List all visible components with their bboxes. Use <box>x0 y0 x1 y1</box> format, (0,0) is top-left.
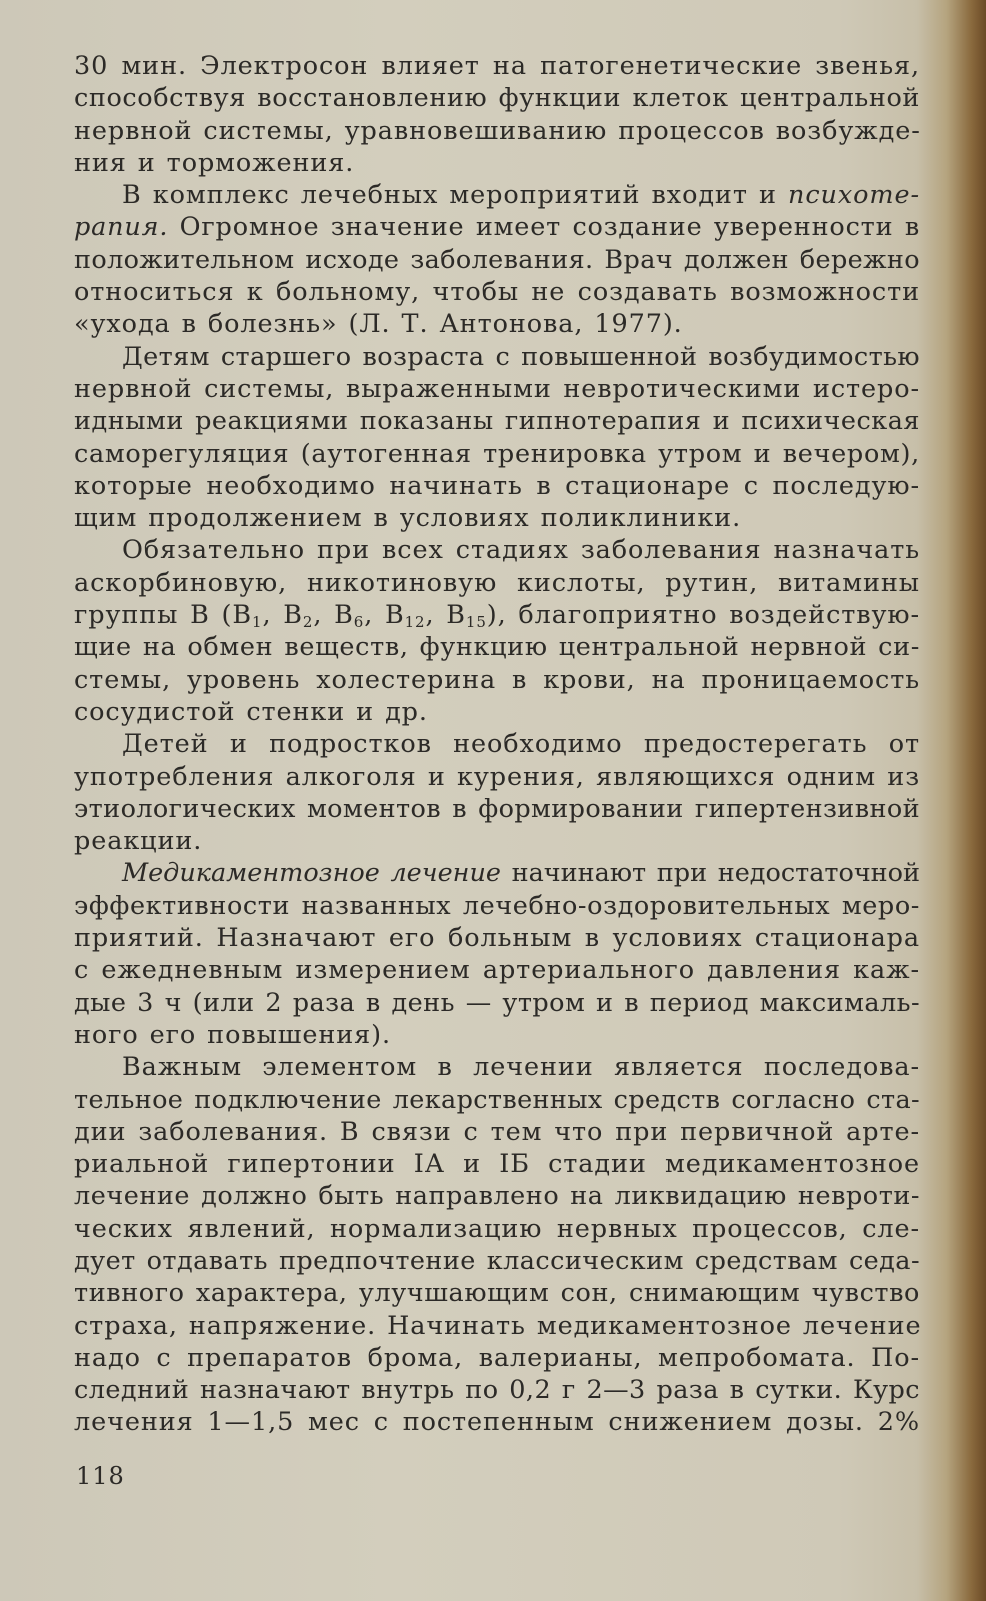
text-line: которые необходимо начинать в стационаре с последую- <box>74 470 920 501</box>
text-line: Обязательно при всех стадиях заболевания назначать <box>122 535 920 566</box>
text-line: относиться к больному, чтобы не создавать возможности <box>74 277 920 308</box>
text-line: ния и торможения. <box>74 147 355 178</box>
text-line: сосудистой стенки и др. <box>74 696 428 727</box>
text-line: В комплекс лечебных мероприятий входит и психоте- <box>122 180 920 211</box>
text-line: аскорбиновую, никотиновую кислоты, рутин, витамины <box>74 567 920 598</box>
text-line: щим продолжением в условиях поликлиники. <box>74 503 742 534</box>
text-line: надо с препаратов брома, валерианы, мепробомата. По- <box>74 1342 920 1373</box>
text-line: ческих явлений, нормализацию нервных процессов, сле- <box>74 1213 920 1244</box>
text-line: Детей и подростков необходимо предостерегать от <box>122 729 920 760</box>
text-line: Медикаментозное лечение начинают при недостаточной <box>122 858 920 889</box>
text-line: дует отдавать предпочтение классическим средствам седа- <box>74 1245 920 1276</box>
text-line: 30 мин. Электросон влияет на патогенетические звенья, <box>74 51 920 81</box>
text-line: лечения 1—1,5 мес с постепенным снижением дозы. 2% <box>74 1407 920 1438</box>
text-line: дые 3 ч (или 2 раза в день — утром и в период максималь- <box>74 987 920 1018</box>
text-line: ного его повышения). <box>74 1019 392 1050</box>
text-line: тивного характера, улучшающим сон, снимающим чувство <box>74 1278 920 1309</box>
text-line: употребления алкоголя и курения, являющихся одним из <box>74 761 920 792</box>
text-line: лечение должно быть направлено на ликвидацию невроти- <box>74 1181 920 1212</box>
body-text <box>74 50 920 1439</box>
text-line: риальной гипертонии IА и IБ стадии медикаментозное <box>74 1149 920 1180</box>
text-line: эффективности названных лечебно-оздоровительных меро- <box>74 890 920 921</box>
text-line: щие на обмен веществ, функцию центральной нервной си- <box>74 632 920 663</box>
text-line: группы В ($В_1$, $В_2$, $В_6$, $В_{12}$, $В_{15}$), благоприятно воздействую- <box>74 600 921 632</box>
text-line: Детям старшего возраста с повышенной возбудимостью <box>122 341 920 372</box>
text-line: стемы, уровень холестерина в крови, на проницаемость <box>74 664 920 695</box>
text-line: приятий. Назначают его больным в условиях стационара <box>74 923 920 954</box>
text-line: реакции. <box>74 826 203 857</box>
page-number: 118 <box>76 1462 125 1490</box>
text-line: рапия. Огромное значение имеет создание уверенности в <box>74 212 920 243</box>
text-line: нервной системы, уравновешиванию процессов возбужде- <box>74 115 921 146</box>
text-line: тельное подключение лекарственных средств согласно ста- <box>74 1084 920 1115</box>
text-line: нервной системы, выраженными невротическими истеро- <box>74 373 920 404</box>
text-line: Важным элементом в лечении является последова- <box>122 1052 920 1083</box>
text-line: саморегуляция (аутогенная тренировка утром и вечером), <box>74 438 920 469</box>
text-line: следний назначают внутрь по 0,2 г 2—3 раза в сутки. Курс <box>74 1375 920 1406</box>
text-line: с ежедневным измерением артериального давления каж- <box>74 955 920 986</box>
text-line: идными реакциями показаны гипнотерапия и психическая <box>74 406 920 437</box>
text-line: страха, напряжение. Начинать медикаментозное лечение <box>74 1310 922 1341</box>
text-line: способствуя восстановлению функции клеток центральной <box>74 83 920 114</box>
text-line: положительном исходе заболевания. Врач должен бережно <box>74 244 920 275</box>
text-line: «ухода в болезнь» (Л. Т. Антонова, 1977). <box>74 309 683 340</box>
text-line: дии заболевания. В связи с тем что при первичной арте- <box>74 1116 920 1147</box>
text-line: этиологических моментов в формировании гипертензивной <box>74 793 920 824</box>
